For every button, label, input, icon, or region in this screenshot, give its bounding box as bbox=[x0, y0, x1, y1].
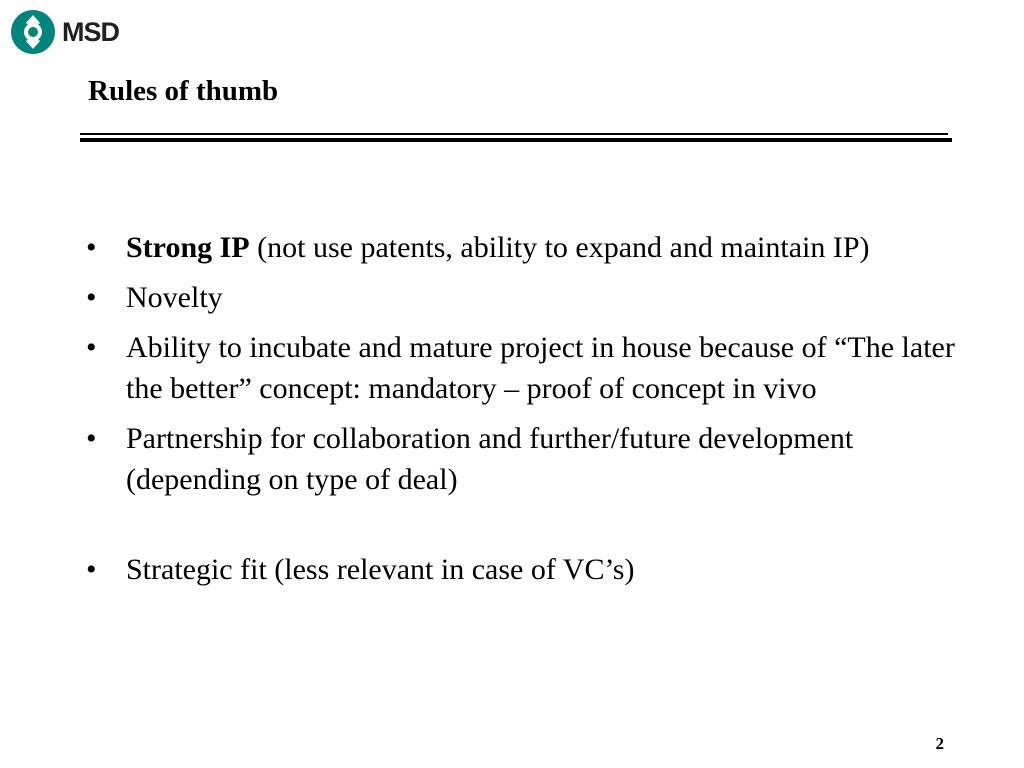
bullet-item bbox=[86, 418, 956, 500]
logo-text: MSD bbox=[62, 17, 119, 47]
bullet-symbol: • bbox=[86, 281, 97, 314]
bullet-symbol: • bbox=[86, 231, 97, 264]
bullet-list bbox=[86, 227, 956, 599]
bullet-item bbox=[86, 227, 956, 268]
bullet-symbol: • bbox=[86, 331, 97, 364]
bullet-item bbox=[86, 277, 956, 318]
bullet-symbol: • bbox=[86, 422, 97, 455]
bullet-text: Novelty bbox=[126, 281, 223, 314]
bullet-text: Strategic fit (less relevant in case of VC’s) bbox=[126, 553, 635, 586]
title-divider bbox=[80, 133, 952, 143]
title-divider-thick-line bbox=[80, 138, 952, 142]
bullet-bold-text: Strong IP bbox=[126, 231, 250, 264]
bullet-text: (not use patents, ability to expand and maintain IP) bbox=[249, 231, 870, 264]
page-number: 2 bbox=[935, 734, 944, 753]
msd-logo bbox=[10, 9, 130, 55]
title-divider-thin-line bbox=[80, 133, 948, 135]
bullet-symbol: • bbox=[86, 553, 97, 586]
bullet-item bbox=[86, 549, 956, 590]
slide-title: Rules of thumb bbox=[88, 75, 279, 107]
bullet-item bbox=[86, 327, 956, 409]
bullet-text: Partnership for collaboration and further/future development (depending on type of deal) bbox=[126, 422, 854, 496]
bullet-text: Ability to incubate and mature project in house because of “The later the better” concept: mandatory – proof of concept in vivo bbox=[126, 331, 955, 405]
msd-logo-icon bbox=[10, 9, 56, 55]
